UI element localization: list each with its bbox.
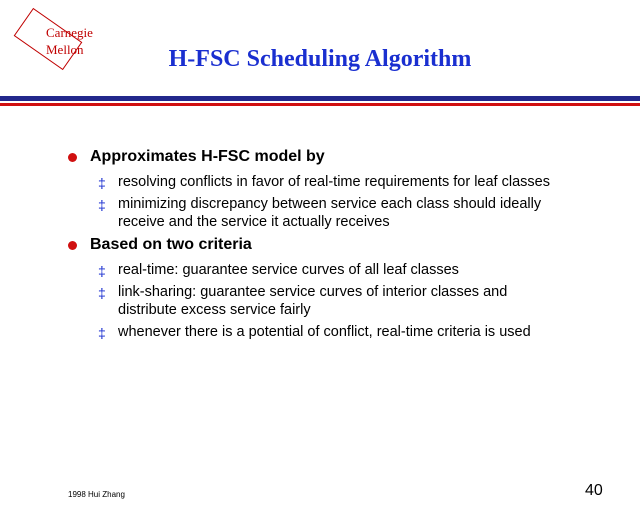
- sub-bullet-item: [68, 195, 568, 231]
- sub-bullet-text: whenever there is a potential of conflict, real-time criteria is used: [118, 324, 531, 340]
- main-bullet-item: [68, 147, 628, 167]
- header-rule-blue: [0, 96, 640, 101]
- slide-title: [0, 46, 640, 73]
- red-dot-bullet-icon: [68, 153, 77, 162]
- double-dagger-bullet-icon: ‡: [98, 285, 106, 301]
- sub-bullet-item: [68, 323, 568, 341]
- main-bullet-item: [68, 235, 628, 255]
- slide-title-text: H-FSC Scheduling Algorithm: [168, 46, 472, 72]
- sub-bullet-text: link-sharing: guarantee service curves of interior classes and distribute excess service fairly: [118, 284, 508, 318]
- footer-copyright: 1998 Hui Zhang: [68, 490, 125, 499]
- sub-bullet-list: [68, 261, 628, 341]
- sub-bullet-text: minimizing discrepancy between service each class should ideally receive and the service it actually receives: [118, 196, 542, 230]
- sub-bullet-list: [68, 173, 628, 231]
- logo-line-2: Mellon: [46, 42, 84, 57]
- sub-bullet-item: [68, 283, 568, 319]
- double-dagger-bullet-icon: ‡: [98, 175, 106, 191]
- sub-bullet-text: real-time: guarantee service curves of all leaf classes: [118, 262, 459, 278]
- sub-bullet-item: [68, 261, 568, 279]
- logo-line-1: Carnegie: [46, 25, 93, 40]
- header-rule-red: [0, 103, 640, 106]
- main-bullet-text: Based on two criteria: [90, 236, 252, 253]
- main-bullet-text: Approximates H-FSC model by: [90, 148, 325, 165]
- red-dot-bullet-icon: [68, 241, 77, 250]
- double-dagger-bullet-icon: ‡: [98, 197, 106, 213]
- double-dagger-bullet-icon: ‡: [98, 325, 106, 341]
- sub-bullet-item: [68, 173, 568, 191]
- slide-body: [68, 145, 628, 345]
- double-dagger-bullet-icon: ‡: [98, 263, 106, 279]
- sub-bullet-text: resolving conflicts in favor of real-time requirements for leaf classes: [118, 174, 550, 190]
- page-number: 40: [585, 482, 603, 499]
